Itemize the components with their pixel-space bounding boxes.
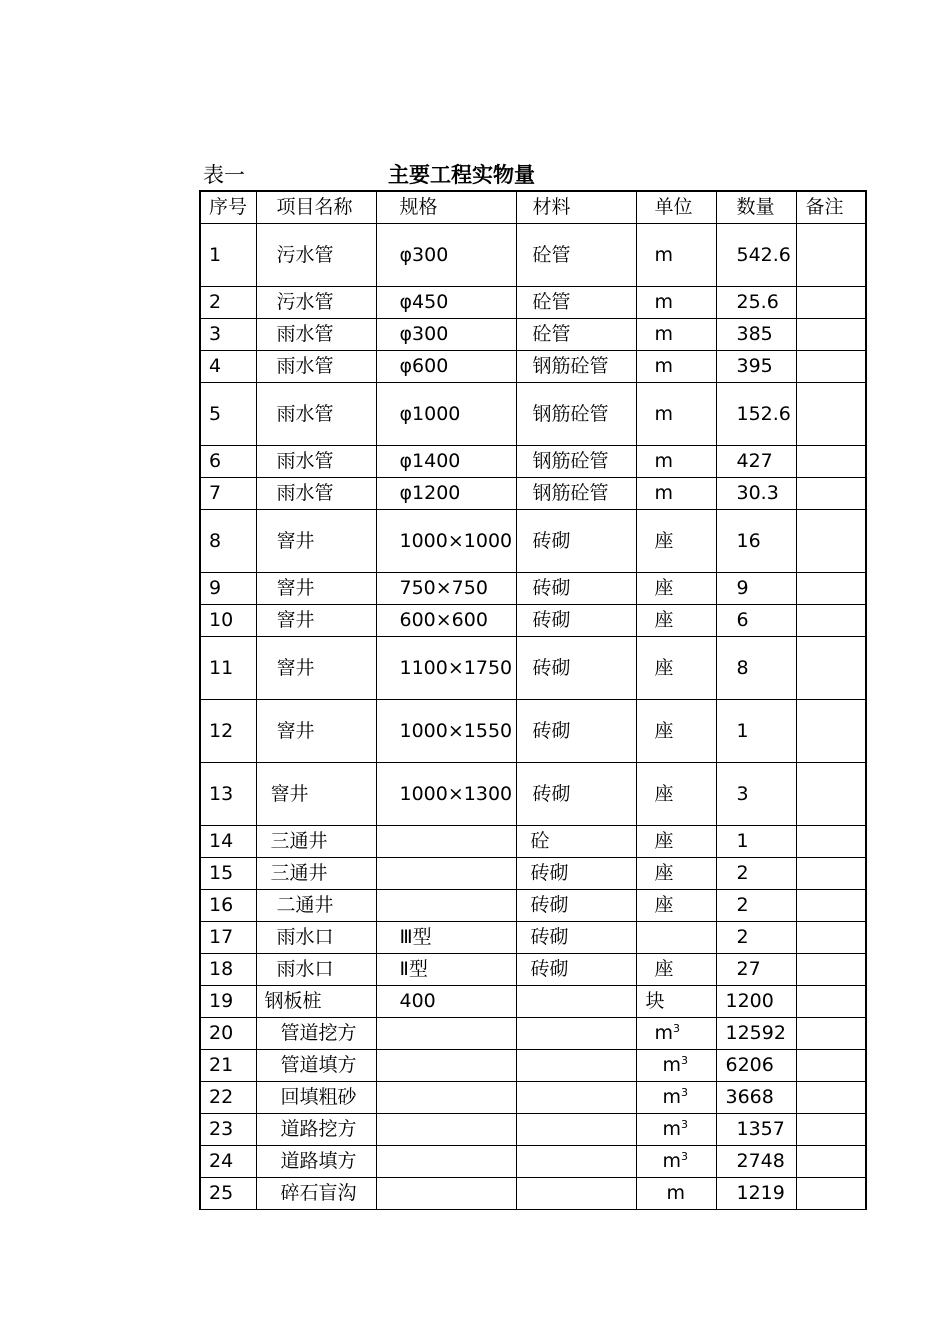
cell-material: 砖砌	[516, 700, 636, 763]
cell-unit	[636, 954, 716, 986]
cell-no: 24	[200, 1146, 256, 1178]
table-row	[200, 826, 866, 858]
cell-spec: 1000×1300	[376, 763, 516, 826]
cell-material: 砼管	[516, 319, 636, 351]
cell-note	[796, 319, 866, 351]
unit-text: 座	[654, 577, 674, 599]
quantities-table	[199, 190, 867, 1210]
cell-spec	[376, 1114, 516, 1146]
table-row	[200, 1114, 866, 1146]
cell-name: 三通井	[256, 826, 376, 858]
unit-superscript: 3	[681, 1054, 689, 1067]
cell-no: 20	[200, 1018, 256, 1050]
cell-no: 11	[200, 637, 256, 700]
table-title: 主要工程实物量	[388, 163, 535, 187]
unit-text: m	[654, 243, 674, 266]
unit-text: 座	[654, 958, 674, 980]
table-row	[200, 858, 866, 890]
cell-note	[796, 922, 866, 954]
cell-no: 9	[200, 573, 256, 605]
cell-qty: 395	[716, 351, 796, 383]
cell-qty: 6	[716, 605, 796, 637]
cell-qty: 152.6	[716, 383, 796, 446]
cell-qty: 30.3	[716, 478, 796, 510]
unit-text: 块	[645, 990, 665, 1012]
table-row	[200, 637, 866, 700]
table-row	[200, 986, 866, 1018]
unit-superscript: 3	[681, 1150, 689, 1163]
cell-no: 13	[200, 763, 256, 826]
cell-no: 12	[200, 700, 256, 763]
table-row	[200, 1050, 866, 1082]
table-row	[200, 763, 866, 826]
cell-unit	[636, 1178, 716, 1210]
cell-spec	[376, 1018, 516, 1050]
cell-unit	[636, 1146, 716, 1178]
cell-unit	[636, 858, 716, 890]
cell-name: 窨井	[256, 510, 376, 573]
cell-spec: φ450	[376, 287, 516, 319]
unit-text: 座	[654, 894, 674, 916]
unit-text: 座	[654, 609, 674, 631]
unit-text: 座	[654, 719, 674, 742]
cell-note	[796, 1018, 866, 1050]
cell-unit	[636, 1114, 716, 1146]
table-row	[200, 1178, 866, 1210]
cell-name: 雨水管	[256, 351, 376, 383]
unit-text: m	[654, 1022, 674, 1044]
cell-spec	[376, 890, 516, 922]
header-no: 序号	[200, 191, 256, 224]
cell-note	[796, 1178, 866, 1210]
cell-spec	[376, 858, 516, 890]
unit-text: 座	[654, 529, 674, 552]
cell-no: 10	[200, 605, 256, 637]
cell-note	[796, 890, 866, 922]
cell-unit	[636, 319, 716, 351]
cell-material: 砖砌	[516, 605, 636, 637]
cell-unit	[636, 224, 716, 287]
cell-name: 雨水管	[256, 478, 376, 510]
unit-superscript: 3	[681, 1118, 689, 1131]
unit-text: 座	[654, 782, 674, 805]
cell-material: 砖砌	[516, 890, 636, 922]
cell-name: 窨井	[256, 700, 376, 763]
cell-name: 回填粗砂	[256, 1082, 376, 1114]
unit-text: m	[654, 355, 674, 377]
cell-unit	[636, 922, 716, 954]
cell-unit	[636, 510, 716, 573]
cell-spec	[376, 1082, 516, 1114]
cell-material	[516, 1178, 636, 1210]
cell-no: 5	[200, 383, 256, 446]
cell-note	[796, 986, 866, 1018]
unit-text: m	[654, 323, 674, 345]
cell-name: 窨井	[256, 637, 376, 700]
table-row	[200, 954, 866, 986]
cell-material	[516, 1050, 636, 1082]
cell-spec: φ1000	[376, 383, 516, 446]
cell-no: 18	[200, 954, 256, 986]
cell-qty: 3668	[716, 1082, 796, 1114]
cell-material: 砖砌	[516, 954, 636, 986]
unit-text: m	[654, 291, 674, 313]
cell-material: 砼	[516, 826, 636, 858]
header-unit: 单位	[636, 191, 716, 224]
table-row	[200, 510, 866, 573]
cell-qty: 2	[716, 890, 796, 922]
cell-no: 3	[200, 319, 256, 351]
cell-material	[516, 1018, 636, 1050]
cell-qty: 2	[716, 858, 796, 890]
cell-name: 二通井	[256, 890, 376, 922]
unit-text: m	[662, 1086, 682, 1108]
cell-name: 雨水管	[256, 383, 376, 446]
cell-note	[796, 1050, 866, 1082]
cell-name: 碎石盲沟	[256, 1178, 376, 1210]
cell-note	[796, 700, 866, 763]
cell-no: 2	[200, 287, 256, 319]
unit-text: m	[662, 1054, 682, 1076]
cell-qty: 27	[716, 954, 796, 986]
table-row	[200, 351, 866, 383]
cell-qty: 542.6	[716, 224, 796, 287]
cell-qty: 1	[716, 826, 796, 858]
cell-name: 雨水口	[256, 954, 376, 986]
cell-note	[796, 383, 866, 446]
cell-spec: 1100×1750	[376, 637, 516, 700]
cell-material	[516, 1146, 636, 1178]
cell-no: 21	[200, 1050, 256, 1082]
table-row	[200, 890, 866, 922]
unit-text: 座	[654, 862, 674, 884]
cell-spec: Ⅲ型	[376, 922, 516, 954]
table-row	[200, 605, 866, 637]
cell-no: 23	[200, 1114, 256, 1146]
cell-spec: φ1200	[376, 478, 516, 510]
cell-note	[796, 763, 866, 826]
cell-unit	[636, 1082, 716, 1114]
cell-material: 砖砌	[516, 858, 636, 890]
cell-unit	[636, 573, 716, 605]
unit-text: m	[654, 450, 674, 472]
cell-unit	[636, 637, 716, 700]
cell-material	[516, 1114, 636, 1146]
cell-name: 雨水管	[256, 319, 376, 351]
cell-name: 污水管	[256, 287, 376, 319]
cell-material	[516, 1082, 636, 1114]
cell-note	[796, 605, 866, 637]
unit-text: m	[662, 1118, 682, 1140]
cell-note	[796, 1082, 866, 1114]
table-row	[200, 383, 866, 446]
cell-material: 钢筋砼管	[516, 446, 636, 478]
cell-name: 雨水口	[256, 922, 376, 954]
cell-unit	[636, 826, 716, 858]
cell-material: 砖砌	[516, 922, 636, 954]
cell-material	[516, 986, 636, 1018]
cell-material: 砖砌	[516, 637, 636, 700]
cell-name: 雨水管	[256, 446, 376, 478]
table-row	[200, 1146, 866, 1178]
cell-qty: 385	[716, 319, 796, 351]
cell-qty: 9	[716, 573, 796, 605]
cell-name: 三通井	[256, 858, 376, 890]
cell-unit	[636, 446, 716, 478]
cell-spec: 400	[376, 986, 516, 1018]
cell-note	[796, 446, 866, 478]
cell-unit	[636, 986, 716, 1018]
cell-spec	[376, 1146, 516, 1178]
cell-spec: φ600	[376, 351, 516, 383]
cell-material: 钢筋砼管	[516, 478, 636, 510]
cell-qty: 1200	[716, 986, 796, 1018]
cell-name: 钢板桩	[256, 986, 376, 1018]
cell-no: 22	[200, 1082, 256, 1114]
table-row	[200, 1018, 866, 1050]
cell-note	[796, 224, 866, 287]
cell-note	[796, 954, 866, 986]
cell-name: 道路挖方	[256, 1114, 376, 1146]
cell-note	[796, 1114, 866, 1146]
cell-unit	[636, 351, 716, 383]
table-row	[200, 224, 866, 287]
cell-qty: 25.6	[716, 287, 796, 319]
cell-unit	[636, 1050, 716, 1082]
header-qty: 数量	[716, 191, 796, 224]
cell-spec: φ300	[376, 224, 516, 287]
cell-spec: 750×750	[376, 573, 516, 605]
unit-text: m	[654, 402, 674, 425]
table-row	[200, 446, 866, 478]
cell-qty: 12592	[716, 1018, 796, 1050]
cell-unit	[636, 890, 716, 922]
cell-note	[796, 478, 866, 510]
cell-name: 窨井	[256, 605, 376, 637]
unit-text: 座	[654, 830, 674, 852]
cell-spec: φ300	[376, 319, 516, 351]
cell-name: 道路填方	[256, 1146, 376, 1178]
unit-text: m	[666, 1182, 686, 1204]
cell-no: 25	[200, 1178, 256, 1210]
cell-unit	[636, 383, 716, 446]
cell-material: 砖砌	[516, 763, 636, 826]
cell-name: 管道填方	[256, 1050, 376, 1082]
table-row	[200, 287, 866, 319]
cell-qty: 1357	[716, 1114, 796, 1146]
cell-material: 钢筋砼管	[516, 383, 636, 446]
cell-spec	[376, 1050, 516, 1082]
cell-note	[796, 510, 866, 573]
cell-no: 16	[200, 890, 256, 922]
table-caption	[203, 160, 865, 190]
header-name: 项目名称	[256, 191, 376, 224]
unit-superscript: 3	[673, 1022, 681, 1035]
cell-material: 砼管	[516, 224, 636, 287]
cell-unit	[636, 700, 716, 763]
cell-note	[796, 826, 866, 858]
cell-unit	[636, 287, 716, 319]
cell-no: 1	[200, 224, 256, 287]
table-row	[200, 478, 866, 510]
cell-no: 19	[200, 986, 256, 1018]
cell-no: 15	[200, 858, 256, 890]
cell-note	[796, 637, 866, 700]
cell-material: 砼管	[516, 287, 636, 319]
table-label: 表一	[203, 163, 245, 187]
cell-qty: 16	[716, 510, 796, 573]
cell-name: 窨井	[256, 573, 376, 605]
cell-note	[796, 351, 866, 383]
cell-spec	[376, 826, 516, 858]
unit-text: m	[662, 1150, 682, 1172]
cell-qty: 2	[716, 922, 796, 954]
cell-material: 钢筋砼管	[516, 351, 636, 383]
header-row	[200, 191, 866, 224]
cell-note	[796, 858, 866, 890]
cell-spec: Ⅱ型	[376, 954, 516, 986]
cell-qty: 8	[716, 637, 796, 700]
unit-text: m	[654, 482, 674, 504]
cell-no: 6	[200, 446, 256, 478]
header-material: 材料	[516, 191, 636, 224]
cell-unit	[636, 1018, 716, 1050]
cell-unit	[636, 763, 716, 826]
cell-no: 14	[200, 826, 256, 858]
cell-spec: 600×600	[376, 605, 516, 637]
cell-unit	[636, 478, 716, 510]
table-row	[200, 319, 866, 351]
cell-no: 7	[200, 478, 256, 510]
cell-qty: 1219	[716, 1178, 796, 1210]
cell-qty: 2748	[716, 1146, 796, 1178]
cell-name: 污水管	[256, 224, 376, 287]
cell-qty: 6206	[716, 1050, 796, 1082]
cell-qty: 427	[716, 446, 796, 478]
cell-name: 管道挖方	[256, 1018, 376, 1050]
cell-material: 砖砌	[516, 510, 636, 573]
header-spec: 规格	[376, 191, 516, 224]
unit-text: 座	[654, 656, 674, 679]
table-row	[200, 1082, 866, 1114]
cell-qty: 3	[716, 763, 796, 826]
cell-spec: φ1400	[376, 446, 516, 478]
cell-qty: 1	[716, 700, 796, 763]
table-row	[200, 922, 866, 954]
cell-unit	[636, 605, 716, 637]
cell-no: 8	[200, 510, 256, 573]
cell-spec	[376, 1178, 516, 1210]
cell-material: 砖砌	[516, 573, 636, 605]
table-row	[200, 573, 866, 605]
cell-no: 4	[200, 351, 256, 383]
header-note: 备注	[796, 191, 866, 224]
unit-superscript: 3	[681, 1086, 689, 1099]
cell-name: 窨井	[256, 763, 376, 826]
cell-spec: 1000×1000	[376, 510, 516, 573]
cell-note	[796, 1146, 866, 1178]
cell-note	[796, 287, 866, 319]
cell-note	[796, 573, 866, 605]
table-row	[200, 700, 866, 763]
cell-spec: 1000×1550	[376, 700, 516, 763]
cell-no: 17	[200, 922, 256, 954]
